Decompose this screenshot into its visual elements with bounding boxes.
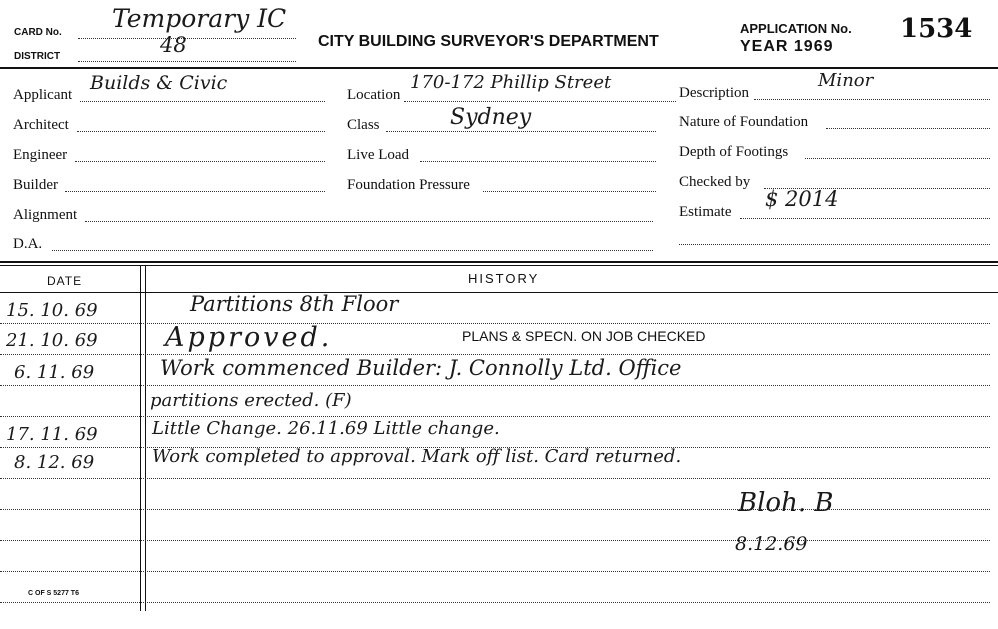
- history-row-line: [0, 509, 990, 510]
- foundation-pressure-label: Foundation Pressure: [347, 177, 470, 193]
- description-line: [754, 99, 990, 100]
- district-label: DISTRICT: [14, 51, 61, 62]
- entry-date: 17. 11. 69: [6, 424, 98, 445]
- history-top-rule-2: [0, 265, 998, 266]
- history-row-line: [0, 354, 990, 355]
- description-label: Description: [679, 85, 749, 101]
- class-value: Sydney: [450, 105, 532, 130]
- class-label: Class: [347, 117, 380, 133]
- builder-line: [65, 191, 325, 192]
- depth-of-footings-line: [805, 158, 990, 159]
- applicant-label: Applicant: [13, 87, 73, 103]
- department-title: CITY BUILDING SURVEYOR'S DEPARTMENT: [318, 33, 659, 50]
- card-no-line: [78, 38, 296, 39]
- district-value: 48: [160, 33, 187, 57]
- entry-date: 15. 10. 69: [6, 300, 98, 321]
- entry-text: Approved.: [165, 322, 333, 353]
- entry-text: Little Change. 26.11.69 Little change.: [152, 418, 500, 439]
- da-line: [52, 250, 653, 251]
- engineer-line: [75, 161, 325, 162]
- estimate-line: [740, 218, 990, 219]
- estimate-value: $ 2014: [765, 187, 839, 211]
- year-label: YEAR 1969: [740, 38, 834, 55]
- applicant-value: Builds & Civic: [90, 72, 228, 94]
- history-row-line: [0, 571, 990, 572]
- depth-of-footings-label: Depth of Footings: [679, 144, 789, 160]
- checked-by-label: Checked by: [679, 174, 751, 190]
- live-load-line: [420, 161, 656, 162]
- alignment-line: [85, 221, 653, 222]
- district-line: [78, 61, 296, 62]
- signature-date: 8.12.69: [735, 533, 808, 555]
- signature: Bloh. B: [738, 488, 834, 518]
- class-line: [386, 131, 656, 132]
- foundation-pressure-line: [483, 191, 656, 192]
- entry-date: 6. 11. 69: [14, 362, 95, 383]
- nature-of-foundation-line: [826, 128, 990, 129]
- architect-label: Architect: [13, 117, 69, 133]
- history-row-line: [0, 385, 990, 386]
- nature-of-foundation-label: Nature of Foundation: [679, 114, 809, 130]
- history-header-rule: [0, 292, 998, 293]
- estimate-label: Estimate: [679, 204, 732, 220]
- history-row-line: [0, 323, 990, 324]
- builder-label: Builder: [13, 177, 58, 193]
- entry-date: 8. 12. 69: [14, 452, 95, 473]
- date-column-divider-2: [145, 266, 146, 611]
- history-row-line: [0, 416, 990, 417]
- entry-date: 21. 10. 69: [6, 330, 98, 351]
- right-extra-line: [679, 244, 990, 245]
- description-value: Minor: [818, 70, 874, 91]
- application-no-label: APPLICATION No.: [740, 21, 852, 36]
- history-row-line: [0, 540, 990, 541]
- history-header: HISTORY: [468, 271, 540, 286]
- date-header: DATE: [47, 274, 83, 288]
- date-column-divider: [140, 266, 141, 611]
- form-code: C OF S 5277 T6: [28, 590, 79, 597]
- plans-checked-stamp: PLANS & SPECN. ON JOB CHECKED: [462, 328, 706, 344]
- card-no-label: CARD No.: [14, 27, 62, 38]
- entry-text: Work commenced Builder: J. Connolly Ltd. Office: [160, 356, 682, 380]
- alignment-label: Alignment: [13, 207, 78, 223]
- da-label: D.A.: [13, 236, 43, 252]
- application-no-value: 1534: [900, 14, 973, 44]
- history-top-rule: [0, 261, 998, 263]
- history-row-line: [0, 478, 990, 479]
- architect-line: [77, 131, 325, 132]
- applicant-line: [80, 101, 325, 102]
- header-rule: [0, 67, 998, 69]
- card-no-value: Temporary IC: [112, 4, 287, 33]
- engineer-label: Engineer: [13, 147, 68, 163]
- location-line: [404, 101, 676, 102]
- entry-text: partitions erected. (F): [150, 390, 352, 411]
- live-load-label: Live Load: [347, 147, 410, 163]
- history-row-line: [0, 602, 990, 603]
- location-value: 170-172 Phillip Street: [410, 72, 612, 93]
- entry-text: Work completed to approval. Mark off list. Card returned.: [152, 446, 682, 467]
- location-label: Location: [347, 87, 401, 103]
- entry-text: Partitions 8th Floor: [190, 292, 399, 316]
